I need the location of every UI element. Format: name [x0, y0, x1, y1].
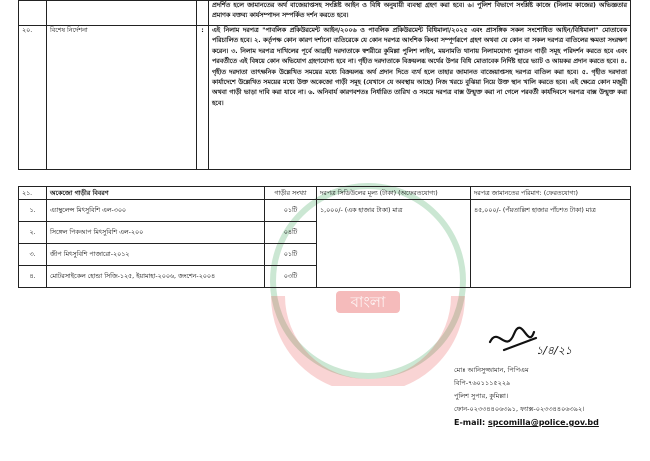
row-number: ২০.: [19, 26, 47, 170]
email-line: [454, 416, 640, 429]
email-address[interactable]: spcomilla@police.gov.bd: [488, 418, 599, 427]
deposit-header: দরপত্র জামানতের পরিমাণ: (ফেরতযোগ্য): [471, 187, 631, 200]
watermark-arc: [278, 296, 458, 386]
vehicle-no: ২.: [19, 222, 47, 244]
vehicle-no: ৩.: [19, 244, 47, 266]
vehicle-no: ৪.: [19, 266, 47, 288]
vehicle-count: ০৪টি: [265, 222, 317, 244]
vehicle-count: ০১টি: [265, 200, 317, 222]
special-instructions-row: [19, 26, 631, 170]
vehicle-name: জীপ মিৎসুবিশি পাজারো-২০১২: [47, 244, 265, 266]
continuation-row: [19, 1, 631, 26]
email-label: E-mail:: [454, 418, 488, 427]
signature-date: ১/৪/২১: [536, 344, 572, 357]
signatory-name: মোঃ আনিসুজ্জামান, পিপিএম: [454, 366, 529, 374]
schedule-fee-value: ১,০০০/- (এক হাজার টাকা) মাত্র: [317, 200, 471, 288]
row-colon: :: [197, 26, 209, 170]
row-label: বিশেষ নির্দেশনা: [47, 26, 197, 170]
signature-stroke: [490, 328, 536, 350]
continuation-text: প্রদর্শিত হলে জামানতের অর্থ বাজেয়াপ্তসহ সংশ্লিষ্ট আইন ও বিধি অনুযায়ী ব্যবস্থা গ্রহণ করা হবে। ৬। পুলিশ বিভাগে সংশ্লিষ্ট কাজে (নিলাম কাজের) অভিজ্ঞতার প্রমাণক বক্তব্য কার্যসম্পাদন সম্পর্কিত দর্শন করতে হবে।: [209, 1, 631, 26]
signatory-title: পুলিশ সুপার, কুমিল্লা।: [454, 392, 509, 400]
signatory-bp: বিপি-৭৬০১১১৫২২৯: [454, 379, 511, 387]
contact-phone: ফোন-০২৩৩৪৪০৬৩৯১, ফ্যাক্স-০২৩৩৪৪০৬৩৯২।: [454, 405, 585, 413]
vehicle-count-header: গাড়ীর সংখ্যা: [265, 187, 317, 200]
watermark-text: বাংলা: [350, 293, 386, 311]
vehicle-count: ০৩টি: [265, 266, 317, 288]
vehicle-description-header: অকেজো গাড়ীর বিবরণ: [47, 187, 265, 200]
vehicle-name: সিঙ্গেল পিকআপ মিৎসুবিশি এল-২০০: [47, 222, 265, 244]
vehicle-table-header: [19, 187, 631, 200]
vehicle-name: এ্যাম্বুলেন্স মিৎসুবিশি এল-৩০০: [47, 200, 265, 222]
special-instructions-text: এই নিলাম দরপত্র "পাবলিক প্রকিউরমেন্ট আইন/২০০৬ ও পাবলিক প্রকিউরমেন্ট বিধিমালা/২০২৫ এবং প্রাসঙ্গিক সকল সংশোধিত আইন/বিধিমালা" মোতাবেক পরিচালিত হবে। ২. কর্তৃপক্ষ কোন কারণ দর্শানো ব্যতিরেকে যে কোন দরপত্র আংশিক কিংবা সম্পূর্ণরূপে গ্রহণ অথবা যে কোন বা সকল দরপত্র বাতিলের ক্ষমতা সংরক্ষণ করেন। ৩. নিলাম দরপত্র দাখিলের পূর্বে আগ্রহী দরদাতাকে স্বশরীরে কুমিল্লা পুলিশ লাইন, ময়নামতি থানায় নিলামযোগ্য পুরাতন গাড়ী সমূহ পরিদর্শন করতে হবে এবং পরবর্তীতে এই বিষয়ে কোন অভিযোগ গ্রহণযোগ্য হবে না। গৃহীত দরদাতাকে বিক্রয়লব্ধ অর্থের উপর বিধি মোতাবেক নির্দিষ্ট হারে ভ্যাট ও আয়কর প্রদান করতে হবে। ৪. গৃহীত দরদাতা তাৎক্ষনিক উল্লেখিত সময়ের মধ্যে বিক্রয়লব্ধ অর্থ প্রদান দিতে ব্যর্থ হলে তাহার জামানত বাজেয়াপ্তসহ দরপত্র বাতিল করা হবে। ৫. গৃহীত দরদাতা কার্যাদেশে উল্লেখিত সময়ের মধ্যে উক্ত অকেজো গাড়ী সমূহ (যেখানে যে অবস্থায় আছে) নিজ খরচে বুঝিয়া নিয়ে উক্ত স্থান খালি করতে হবে। এই ক্ষেত্রে কোন মজুরী অথবা গাড়ী ভাড়া দাবি করা যাবে না। ৬. অনিবার্য কারণবশতঃ নির্ধারিত তারিখ ও সময়ে দরপত্র বাক্স উন্মুক্ত করা না গেলে পরবর্তী কার্যদিবসে দরপত্র বাক্স উন্মুক্ত করা হবে।: [209, 26, 631, 170]
watermark-banner: [336, 291, 400, 313]
vehicle-table: [18, 186, 631, 288]
instructions-table: [18, 0, 631, 170]
schedule-fee-header: দরপত্র সিডিউলের মূল্য (টাকা) (অফেরতযোগ্য): [317, 187, 471, 200]
signature-block: [454, 364, 640, 429]
vehicle-count: ০১টি: [265, 244, 317, 266]
vehicle-no: ১.: [19, 200, 47, 222]
row-number: ২১.: [19, 187, 47, 200]
vehicle-name: মোটরসাইকেল হোন্ডা সিজি-১২৫, ইয়ামাহা-২০০৬, জংশেন-২০০৪: [47, 266, 265, 288]
deposit-value: ৪৫,০০০/- (পঁয়তাল্লিশ হাজার পাঁচশত টাকা) মাত্র: [471, 200, 631, 288]
handwritten-signature: [484, 320, 574, 364]
table-row: [19, 200, 631, 222]
